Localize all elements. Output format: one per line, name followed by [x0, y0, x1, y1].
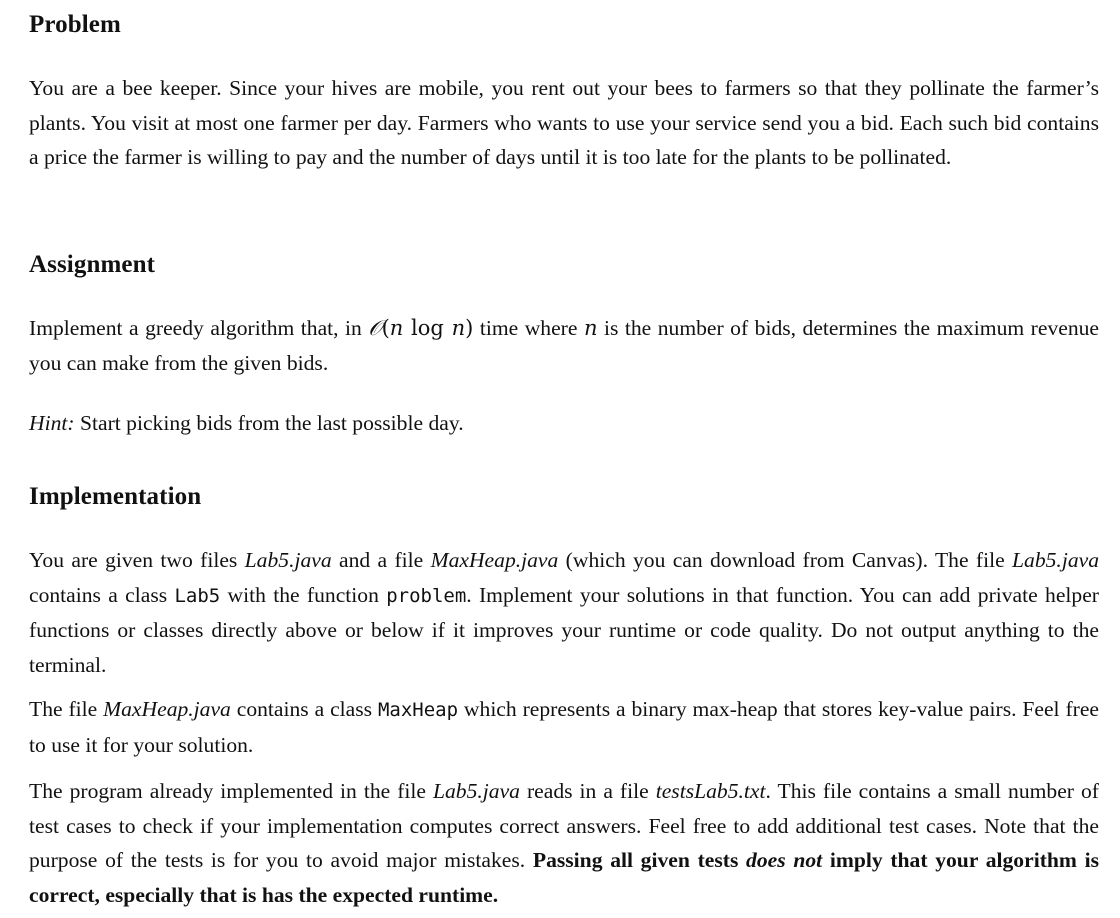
- big-o-symbol: 𝒪: [368, 316, 382, 340]
- filename: MaxHeap.java: [430, 548, 559, 572]
- filename: Lab5.java: [1012, 548, 1099, 572]
- section-title-assignment: Assignment: [29, 251, 156, 278]
- emphasis-does-not: does not: [746, 848, 823, 872]
- hint-label: Hint:: [29, 411, 75, 435]
- implementation-paragraph-2: The file MaxHeap.java contains a class MaxHeap which represents a binary max-heap that stores key-value pairs. Feel free to use it for your solution.: [29, 697, 1100, 757]
- hint-paragraph: [29, 406, 1099, 441]
- section-title-problem: Problem: [29, 11, 121, 38]
- warning-text: Passing all given tests does not imply that your algorithm is correct, especially that is has the expected runtime.: [29, 848, 1099, 907]
- filename: Lab5.java: [432, 779, 520, 803]
- assignment-paragraph: [29, 311, 1099, 380]
- assignment-text-start: Implement a greedy algorithm that, in: [29, 316, 369, 340]
- complexity-expression: 𝒪(n log n): [368, 316, 474, 340]
- problem-paragraph: You are a bee keeper. Since your hives are mobile, you rent out your bees to farmers so that they pollinate the farmer’s plants. You visit at most one farmer per day. Farmers who wants to use your service send you a bid. Each such bid contains a price the farmer is willing to pay and the number of days until it is too late for the plants to be pollinated.: [29, 76, 1099, 169]
- assignment-text-end: is the number of bids, determines the maximum revenue you can make from the given bids.: [29, 316, 1099, 375]
- filename: Lab5.java: [244, 548, 332, 572]
- filename: MaxHeap.java: [103, 697, 231, 721]
- variable-n: n: [583, 316, 598, 340]
- code-class-name: MaxHeap: [377, 699, 459, 721]
- code-class-name: Lab5: [174, 584, 221, 607]
- section-title-implementation: Implementation: [29, 483, 202, 510]
- hint-text: Start picking bids from the last possible day.: [74, 411, 464, 435]
- implementation-paragraph-3: The program already implemented in the file Lab5.java reads in a file testsLab5.txt. This file contains a small number of test cases to check if your implementation computes correct answers. Feel free to add additional test cases. Note that the purpose of the tests is for you to avoid major mistakes. Passing all given tests does not imply that your algorithm is correct, especially that is has the expected runtime.: [29, 779, 1099, 907]
- implementation-paragraph-1: You are given two files Lab5.java and a file MaxHeap.java (which you can download from Canvas). The file Lab5.java contains a class Lab5 with the function problem. Implement your solutions in that function. You can add private helper functions or classes directly above or below if it improves your runtime or code quality. Do not output anything to the terminal.: [29, 548, 1099, 677]
- code-function-name: problem: [386, 584, 467, 607]
- assignment-text-mid: time where: [473, 316, 584, 340]
- filename: testsLab5.txt: [655, 779, 766, 803]
